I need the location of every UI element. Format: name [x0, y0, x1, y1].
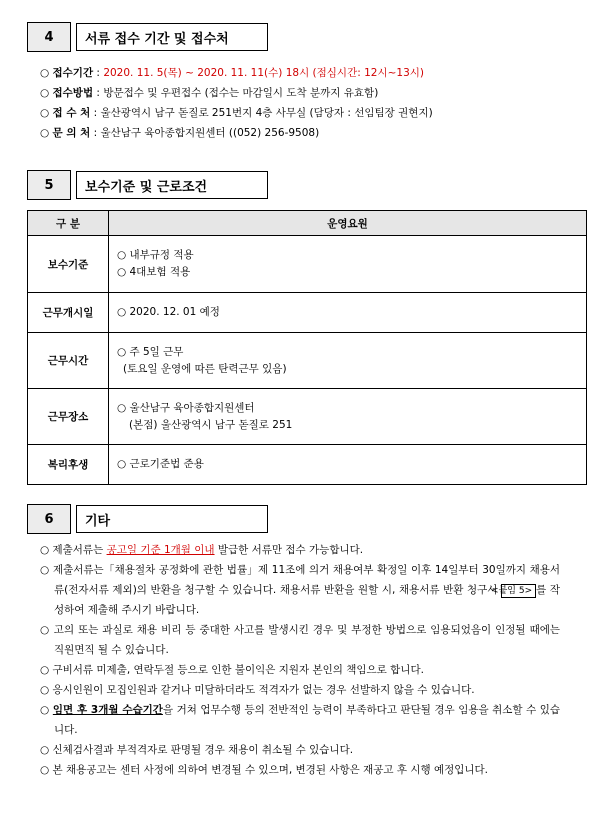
list-item: ○ 제출서류는「채용절차 공정화에 관한 법률」제 11조에 의거 채용여부 확정일 이후 14일부터 30일까지 채용서류(전자서류 제외)의 반환을 청구할 수 있습니다. 채용서류 반환을 원할 시, 채용서류 반환 청구서 <붙임 5> 를 작성하여 제출해 주시기 바랍니다.: [40, 564, 560, 616]
section-title: 기타: [76, 505, 268, 533]
row-label: 근무시간: [28, 333, 109, 389]
list-item: ○ 임면 후 3개월 수습기간을 거쳐 업무수행 등의 전반적인 능력이 부족하다고 판단될 경우 임용을 취소할 수 있습니다.: [40, 704, 561, 736]
application-method-row: ○ 접수방법 : 방문접수 및 우편접수 (접수는 마감일시 도착 분까지 유효함): [40, 87, 379, 99]
row-value: ○ 울산남구 육아종합지원센터 (본점) 울산광역시 남구 돋질로 251: [109, 389, 587, 445]
section-title: 보수기준 및 근로조건: [76, 171, 268, 199]
conditions-table: [27, 210, 587, 485]
application-info-list: [40, 63, 433, 143]
section-number: 5: [27, 170, 71, 200]
table-header-row: [28, 211, 587, 236]
list-item: ○ 신체검사결과 부적격자로 판명될 경우 채용이 취소될 수 있습니다.: [40, 744, 354, 756]
contact-row: ○ 문 의 처 : 울산남구 육아종합지원센터 ((052) 256-9508): [40, 127, 320, 139]
application-place-value: 울산광역시 남구 돋질로 251번지 4층 사무실 (담당자 : 선임팀장 권현지): [100, 107, 433, 119]
list-item: ○ 고의 또는 과실로 채용 비리 등 중대한 사고를 발생시킨 경우 및 부정한 방법으로 임용되었음이 인정될 때에는 직원면직 될 수 있습니다.: [40, 624, 560, 656]
section-number: 4: [27, 22, 71, 52]
row-value: ○ 주 5일 근무 (토요일 운영에 따른 탄력근무 있음): [109, 333, 587, 389]
section-title: 서류 접수 기간 및 접수처: [76, 23, 268, 51]
notes-list: [40, 540, 560, 780]
table-row: [28, 293, 587, 333]
table-row: [28, 445, 587, 485]
application-period-value: 2020. 11. 5(목) ~ 2020. 11. 11(수) 18시 (점심시간: 12시~13시): [103, 67, 424, 79]
highlight-text: 임면 후 3개월 수습기간: [52, 704, 163, 716]
list-item: ○ 응시인원이 모집인원과 같거나 미달하더라도 적격자가 없는 경우 선발하지 않을 수 있습니다.: [40, 684, 475, 696]
list-item: ○ 본 채용공고는 센터 사정에 의하여 변경될 수 있으며, 변경된 사항은 재공고 후 시행 예정입니다.: [40, 764, 488, 776]
table-header-category: 구 분: [28, 211, 109, 236]
application-place-row: ○ 접 수 처 : 울산광역시 남구 돋질로 251번지 4층 사무실 (담당자 : 선임팀장 권현지): [40, 107, 433, 119]
table-header-position: 운영요원: [109, 211, 587, 236]
row-value: ○ 2020. 12. 01 예정: [109, 293, 587, 333]
section-5-header: [27, 170, 268, 200]
section-4-header: [27, 22, 268, 52]
attachment-badge: <붙임 5>: [501, 584, 536, 598]
application-period-row: ○ 접수기간 : 2020. 11. 5(목) ~ 2020. 11. 11(수) 18시 (점심시간: 12시~13시): [40, 67, 424, 79]
application-method-value: 방문접수 및 우편접수 (접수는 마감일시 도착 분까지 유효함): [103, 87, 379, 99]
row-label: 복리후생: [28, 445, 109, 485]
list-item: ○ 제출서류는 공고일 기준 1개월 이내 발급한 서류만 접수 가능합니다.: [40, 544, 364, 556]
table-row: [28, 236, 587, 293]
list-item: ○ 구비서류 미제출, 연락두절 등으로 인한 불이익은 지원자 본인의 책임으로 합니다.: [40, 664, 424, 676]
row-value: ○ 근로기준법 준용: [109, 445, 587, 485]
row-label: 보수기준: [28, 236, 109, 293]
row-label: 근무장소: [28, 389, 109, 445]
row-label: 근무개시일: [28, 293, 109, 333]
section-6-header: [27, 504, 268, 534]
row-value: ○ 내부규정 적용 ○ 4대보험 적용: [109, 236, 587, 293]
table-row: [28, 333, 587, 389]
contact-value: 울산남구 육아종합지원센터 ((052) 256-9508): [100, 127, 320, 139]
section-number: 6: [27, 504, 71, 534]
table-row: [28, 389, 587, 445]
highlight-text: 공고일 기준 1개월 이내: [106, 544, 215, 556]
